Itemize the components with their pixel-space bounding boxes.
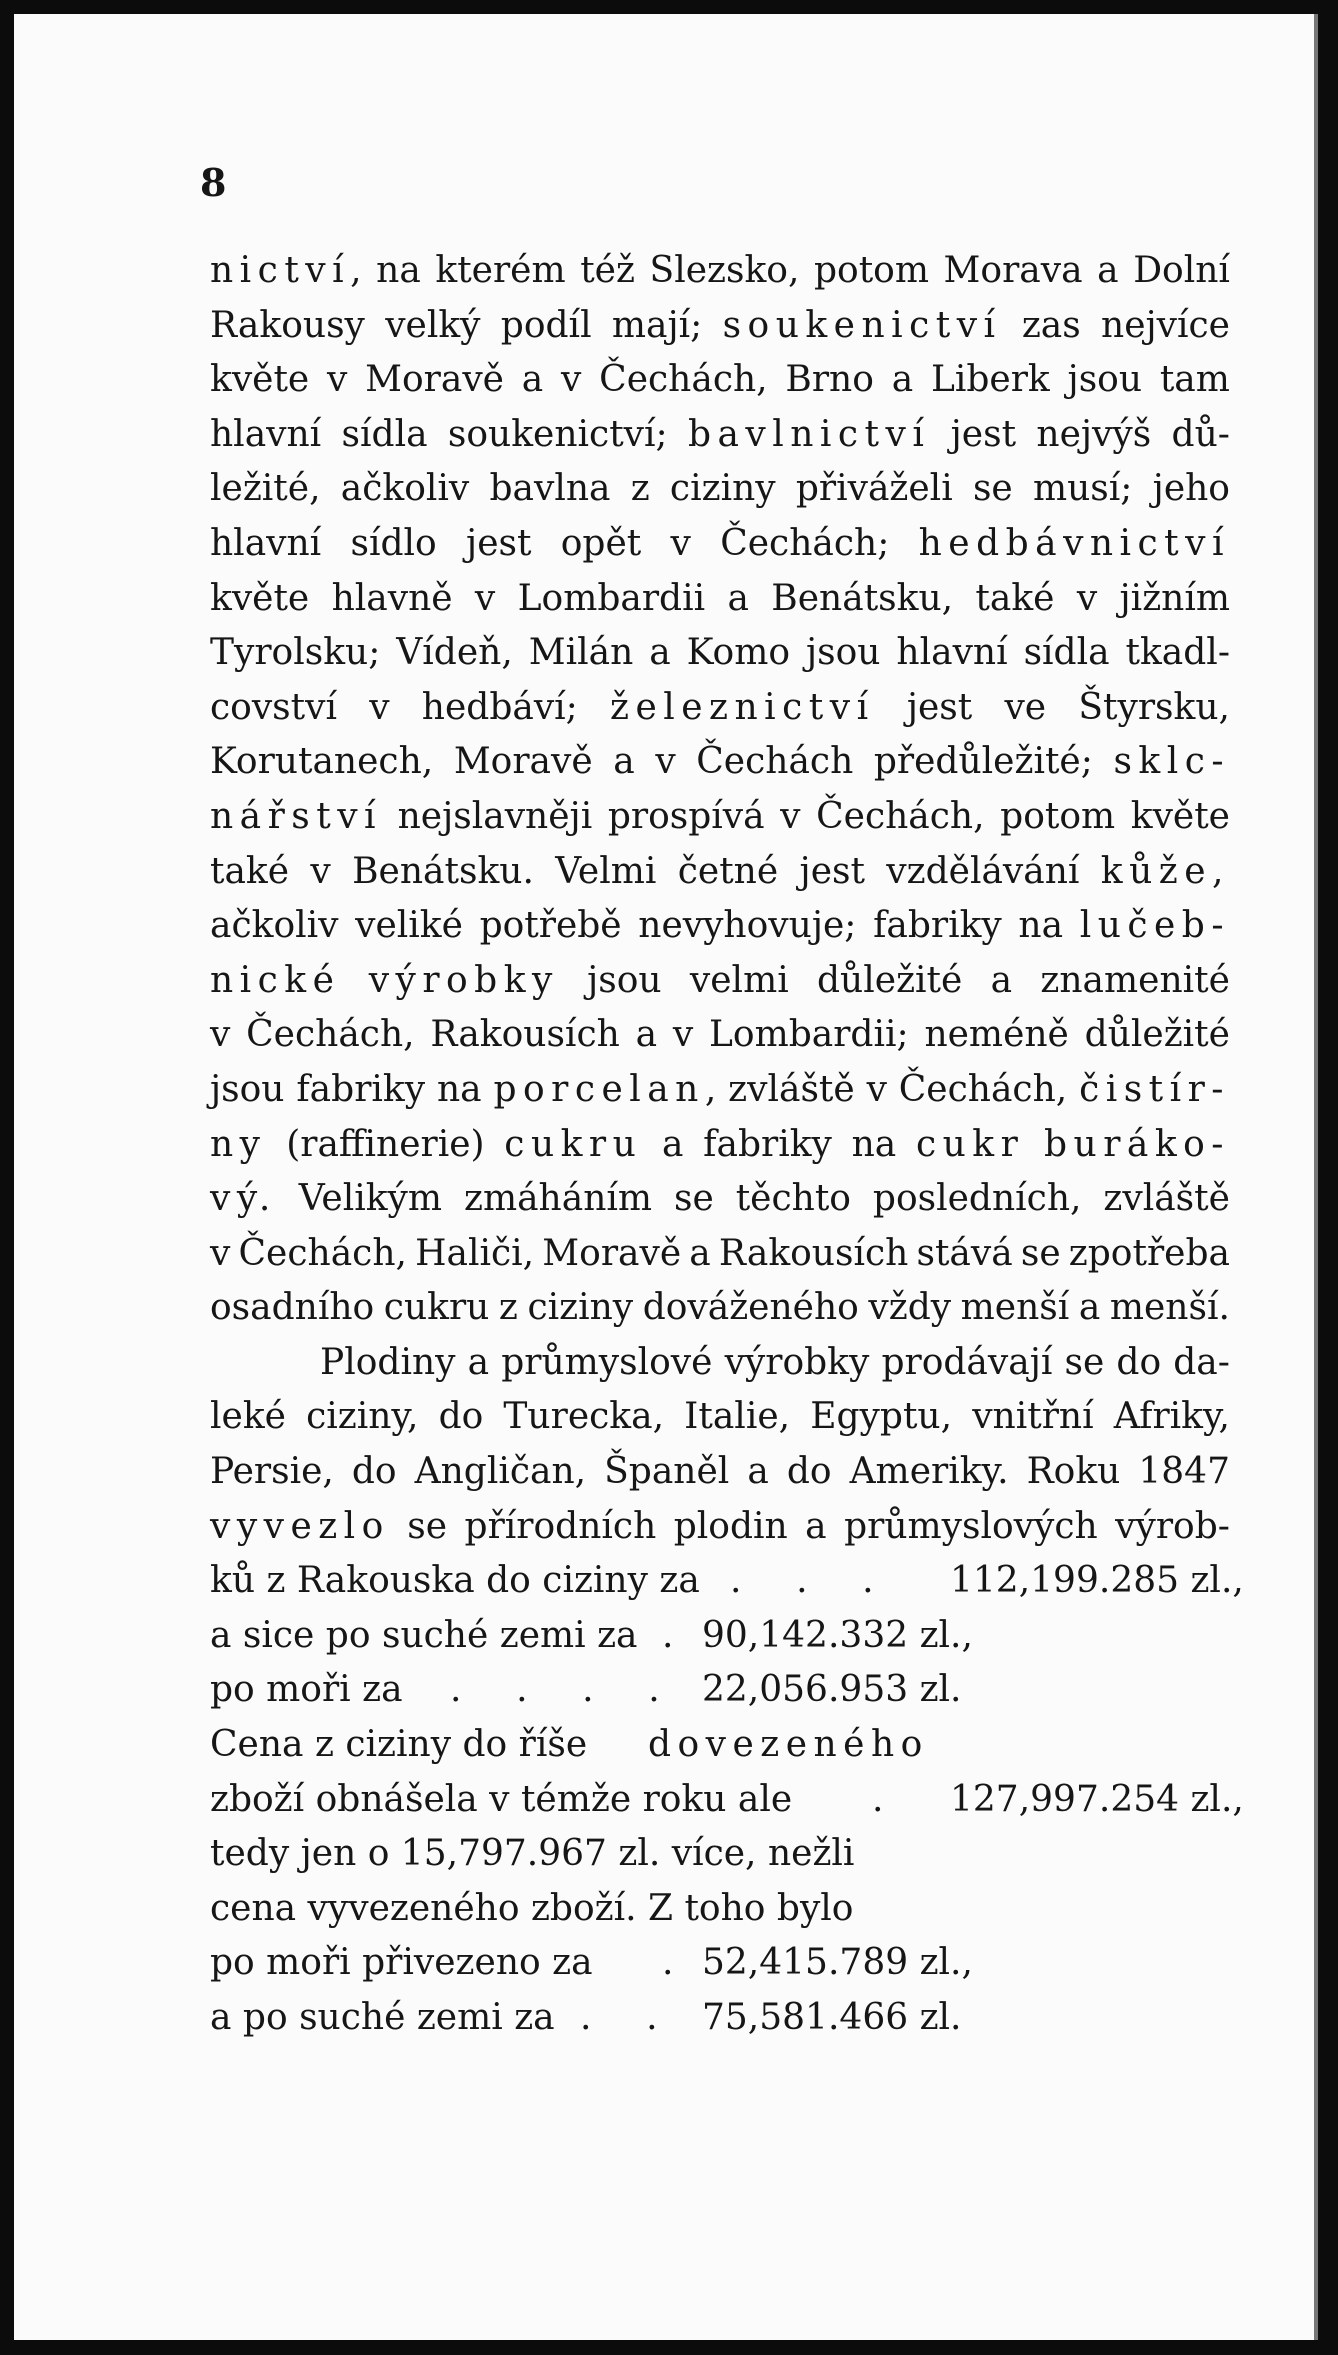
- word: Roku: [1026, 1451, 1121, 1493]
- text-line: [210, 1281, 1230, 1336]
- book-page: [14, 14, 1318, 2340]
- word: Rakousích: [718, 1232, 909, 1274]
- word: leké: [210, 1396, 286, 1438]
- import-total-row: [210, 1773, 1244, 1828]
- word: také: [210, 850, 290, 892]
- word: z: [630, 468, 650, 510]
- word: soukenictví: [722, 304, 1002, 346]
- text-line: [210, 735, 1230, 790]
- word: Tyrolsku;: [210, 632, 381, 674]
- word: nictví,: [210, 250, 362, 291]
- word: opět: [560, 522, 642, 564]
- word: Morava: [943, 250, 1083, 291]
- word: tkadl-: [1125, 632, 1230, 674]
- word: hlavní: [210, 413, 322, 455]
- export-total-row: [210, 1554, 1244, 1609]
- word: hlavně: [331, 577, 453, 619]
- spaced-word: dovezeného: [648, 1724, 929, 1766]
- word: sídla: [1023, 632, 1110, 674]
- word: Komo: [686, 632, 791, 674]
- text-line: [210, 681, 1230, 736]
- word: Slezsko,: [649, 250, 800, 291]
- word: v: [474, 577, 496, 619]
- word: Plodiny: [320, 1341, 456, 1383]
- word: do: [438, 1396, 484, 1438]
- word: znamenité: [1040, 959, 1230, 1001]
- word: ciziny: [669, 468, 776, 510]
- word: průmyslové: [501, 1341, 713, 1383]
- word: a: [1078, 1287, 1101, 1329]
- word: ačkoliv: [340, 468, 470, 510]
- row-label: a sice po suché zemi za: [210, 1614, 638, 1656]
- word: stává: [916, 1232, 1013, 1274]
- word: tam: [1159, 359, 1230, 401]
- word: Velmi: [555, 850, 657, 892]
- word: vzdělávání: [886, 850, 1080, 892]
- text-line: [210, 1500, 1230, 1555]
- word: a: [613, 741, 635, 783]
- difference-row: [210, 1827, 1230, 1882]
- word: na: [376, 250, 421, 291]
- word: ny: [210, 1123, 267, 1165]
- word: a: [1097, 250, 1119, 291]
- word: cukru: [504, 1123, 643, 1165]
- word: v: [672, 1014, 694, 1056]
- word: potřebě: [479, 905, 622, 947]
- word: se: [1064, 1341, 1105, 1383]
- word: Turecka,: [503, 1396, 665, 1438]
- amount: 75,581.466 zl.: [702, 1997, 962, 2038]
- word: Milán: [528, 632, 634, 674]
- word: Čechách,: [898, 1068, 1068, 1110]
- word: Brno: [785, 359, 874, 401]
- word: vý.: [210, 1178, 277, 1220]
- text-line: [210, 517, 1230, 572]
- word: nejvýš: [1036, 413, 1152, 455]
- text-line: [210, 299, 1230, 354]
- word: ačkoliv: [210, 905, 339, 947]
- word: Čechách,: [599, 359, 768, 401]
- word: osadního: [210, 1287, 375, 1329]
- text-line: [210, 1445, 1230, 1500]
- word: důležité: [1084, 1014, 1230, 1056]
- word: porcelan,: [493, 1068, 717, 1110]
- word: kterém: [435, 250, 566, 291]
- word: vždy: [868, 1287, 952, 1329]
- export-land-row: [210, 1609, 1230, 1664]
- word: vyvezlo: [210, 1505, 390, 1547]
- word: Španěl: [604, 1451, 730, 1493]
- word: výrobky: [724, 1341, 870, 1383]
- word: přiváželi: [795, 468, 953, 510]
- word: sídla: [341, 413, 428, 455]
- word: bavlnictví: [687, 413, 931, 455]
- word: ležité,: [210, 468, 321, 510]
- leader-dots: . .: [580, 1997, 680, 2038]
- text-line: [210, 954, 1230, 1009]
- word: Čechách;: [720, 522, 890, 564]
- word: Italie,: [684, 1396, 791, 1438]
- text-line: [210, 1227, 1230, 1282]
- word: Čechách,: [238, 1232, 407, 1274]
- word: Lombardii;: [709, 1014, 909, 1056]
- word: v: [369, 686, 390, 728]
- word: Ameriky.: [849, 1451, 1009, 1493]
- text-line: [210, 1172, 1230, 1227]
- text-line: [210, 462, 1230, 517]
- word: hlavní: [896, 632, 1008, 674]
- word: jeho: [1152, 468, 1230, 510]
- word: posledních,: [872, 1178, 1082, 1220]
- row-label: zboží obnášela v témže roku ale: [210, 1778, 793, 1820]
- word: covství: [210, 686, 337, 728]
- word: Moravě: [542, 1232, 682, 1274]
- word: důležité: [817, 959, 963, 1001]
- leader-dots: . . . .: [450, 1669, 682, 1711]
- word: výrobky: [368, 959, 559, 1001]
- word: burákо-: [1044, 1123, 1230, 1165]
- word: potom: [1000, 795, 1116, 837]
- word: v: [210, 1232, 231, 1274]
- word: Čechách: [696, 741, 854, 783]
- leader-dots: . . .: [730, 1560, 896, 1602]
- word: v: [655, 741, 676, 783]
- text-line: [210, 1063, 1230, 1118]
- word: hedbáví;: [421, 686, 578, 728]
- amount: 90,142.332 zl.,: [702, 1614, 973, 1656]
- word: v: [670, 522, 691, 564]
- row-label: ků z Rakouska do ciziny za: [210, 1560, 700, 1602]
- text-line: [210, 244, 1230, 299]
- word: se: [673, 1178, 714, 1220]
- word: v: [1076, 577, 1098, 619]
- word: a: [661, 1123, 684, 1165]
- word: (raffinerie): [286, 1123, 485, 1165]
- word: a: [689, 1232, 711, 1274]
- word: v: [780, 795, 801, 837]
- word: Persie,: [210, 1451, 334, 1493]
- word: a: [747, 1451, 769, 1493]
- text-line: [210, 626, 1230, 681]
- word: jsou: [805, 632, 881, 674]
- text-line: [210, 1118, 1230, 1173]
- word: také: [975, 577, 1055, 619]
- word: dů-: [1171, 413, 1230, 455]
- page-number: 8: [200, 160, 227, 205]
- word: ciziny: [527, 1287, 634, 1329]
- word: 1847: [1138, 1451, 1230, 1493]
- word: potom: [813, 250, 929, 291]
- word: fabriky: [703, 1123, 832, 1165]
- word: Liberk: [930, 359, 1050, 401]
- row-label: a po suché zemi za: [210, 1997, 555, 2038]
- word: z: [498, 1287, 518, 1329]
- word: Benátsku.: [352, 850, 534, 892]
- word: výrob-: [1115, 1505, 1230, 1547]
- word: Korutanech,: [210, 741, 434, 783]
- word: cukru: [383, 1287, 490, 1329]
- word: Lombardii: [517, 577, 706, 619]
- word: květe: [1130, 795, 1230, 837]
- word: nevyhovuje;: [638, 905, 857, 947]
- word: Moravě: [365, 359, 504, 401]
- word: též: [580, 250, 635, 291]
- word: podíl: [500, 304, 592, 346]
- row-label: po moři za: [210, 1669, 403, 1711]
- word: na: [851, 1123, 897, 1165]
- word: čistír-: [1079, 1068, 1230, 1110]
- word: Dolní: [1133, 250, 1230, 291]
- word: Haliči,: [415, 1232, 535, 1274]
- leader-dots: .: [662, 1614, 696, 1656]
- word: fabriky: [296, 1068, 426, 1110]
- import-sea-row: [210, 1936, 1230, 1991]
- word: zpotřeba: [1068, 1232, 1230, 1274]
- word: v: [561, 359, 582, 401]
- paragraph-1: [210, 244, 1230, 1336]
- difference-row-2: [210, 1882, 1230, 1937]
- word: cukr: [915, 1123, 1025, 1165]
- text-line: [210, 353, 1230, 408]
- word: v: [866, 1068, 887, 1110]
- word: velký: [385, 304, 481, 346]
- row-label: cena vyvezeného zboží. Z toho bylo: [210, 1887, 854, 1929]
- word: Angličan,: [414, 1451, 587, 1493]
- word: bavlna: [489, 468, 611, 510]
- word: Rakousích: [430, 1014, 620, 1056]
- word: musí;: [1032, 468, 1133, 510]
- word: se: [407, 1505, 448, 1547]
- word: a: [727, 577, 749, 619]
- word: dováženého: [642, 1287, 859, 1329]
- word: nejvíce: [1101, 304, 1230, 346]
- word: neméně: [924, 1014, 1069, 1056]
- word: zvláště: [728, 1068, 855, 1110]
- word: Čechách,: [816, 795, 985, 837]
- word: předůležité;: [873, 741, 1093, 783]
- word: Vídeň,: [396, 632, 513, 674]
- amount: 127,997.254 zl.,: [950, 1778, 1244, 1820]
- word: ve: [1004, 686, 1047, 728]
- word: jsou: [1067, 359, 1143, 401]
- import-heading-row: [210, 1718, 1230, 1773]
- word: hedbávnictví: [918, 522, 1230, 564]
- word: a: [805, 1505, 827, 1547]
- word: zvláště: [1103, 1178, 1230, 1220]
- word: mají;: [611, 304, 703, 346]
- word: nické: [210, 959, 341, 1001]
- word: Rakousy: [210, 304, 365, 346]
- word: da-: [1173, 1341, 1230, 1383]
- word: jest: [906, 686, 973, 728]
- word: velmi: [689, 959, 789, 1001]
- word: lučeb-: [1079, 905, 1230, 947]
- word: nářství: [210, 795, 383, 837]
- word: Štyrsku,: [1078, 686, 1230, 728]
- word: hlavní: [210, 522, 322, 564]
- text-line: [210, 1336, 1230, 1391]
- word: a: [990, 959, 1013, 1001]
- word: květe: [210, 359, 310, 401]
- word: na: [436, 1068, 482, 1110]
- word: v: [327, 359, 348, 401]
- word: se: [1020, 1232, 1061, 1274]
- word: fabriky: [873, 905, 1002, 947]
- word: kůže,: [1100, 850, 1230, 892]
- import-land-row: [210, 1991, 1230, 2046]
- word: a: [649, 632, 671, 674]
- leader-dots: .: [662, 1942, 696, 1984]
- word: zmáháním: [463, 1178, 653, 1220]
- paragraph-2: [210, 1336, 1230, 1554]
- word: se: [972, 468, 1013, 510]
- leader-dots: .: [872, 1778, 906, 1820]
- word: vnitřní: [972, 1396, 1094, 1438]
- text-line: [210, 1390, 1230, 1445]
- export-sea-row: [210, 1663, 1230, 1718]
- word: soukenictví;: [447, 413, 668, 455]
- word: těchto: [735, 1178, 851, 1220]
- word: jest: [799, 850, 865, 892]
- word: prodávají: [881, 1341, 1053, 1383]
- word: četné: [677, 850, 779, 892]
- word: a: [891, 359, 914, 401]
- word: Benátsku,: [771, 577, 954, 619]
- word: nejslavněji: [397, 795, 593, 837]
- row-label: Cena z ciziny do říše: [210, 1724, 588, 1766]
- word: jsou: [210, 1068, 285, 1110]
- page-text: [210, 244, 1244, 2046]
- amount: 22,056.953 zl.: [702, 1669, 962, 1711]
- amount: 52,415.789 zl.,: [702, 1942, 973, 1984]
- word: veliké: [355, 905, 463, 947]
- word: menší.: [1109, 1287, 1230, 1329]
- word: a: [635, 1014, 658, 1056]
- word: průmyslových: [844, 1505, 1098, 1547]
- word: Egyptu,: [810, 1396, 953, 1438]
- row-label: tedy jen o 15,797.967 zl. více, nežli: [210, 1833, 855, 1875]
- word: a: [467, 1341, 490, 1383]
- row-label: po moři přivezeno za: [210, 1942, 593, 1984]
- word: do: [351, 1451, 397, 1493]
- word: Afriky,: [1113, 1396, 1230, 1438]
- word: květe: [210, 577, 310, 619]
- word: a: [521, 359, 544, 401]
- word: Velikým: [298, 1178, 443, 1220]
- word: sídlo: [350, 522, 437, 564]
- text-line: [210, 845, 1230, 900]
- word: jsou: [587, 959, 662, 1001]
- word: jest: [466, 522, 532, 564]
- word: jest: [950, 413, 1017, 455]
- word: ciziny,: [306, 1396, 419, 1438]
- word: do: [1116, 1341, 1162, 1383]
- word: na: [1018, 905, 1064, 947]
- text-line: [210, 899, 1230, 954]
- text-line: [210, 408, 1230, 463]
- word: přírodních: [464, 1505, 657, 1547]
- word: Čechách,: [246, 1014, 415, 1056]
- word: železnictví: [610, 686, 875, 728]
- word: jižním: [1119, 577, 1230, 619]
- word: prospívá: [607, 795, 765, 837]
- word: sklc-: [1113, 741, 1230, 783]
- text-line: [210, 572, 1230, 627]
- word: Moravě: [453, 741, 593, 783]
- word: v: [210, 1014, 231, 1056]
- text-line: [210, 1008, 1230, 1063]
- text-line: [210, 790, 1230, 845]
- word: zas: [1021, 304, 1081, 346]
- word: do: [786, 1451, 832, 1493]
- word: menší: [960, 1287, 1070, 1329]
- amount: 112,199.285 zl.,: [950, 1560, 1244, 1602]
- word: v: [310, 850, 331, 892]
- word: plodin: [673, 1505, 788, 1547]
